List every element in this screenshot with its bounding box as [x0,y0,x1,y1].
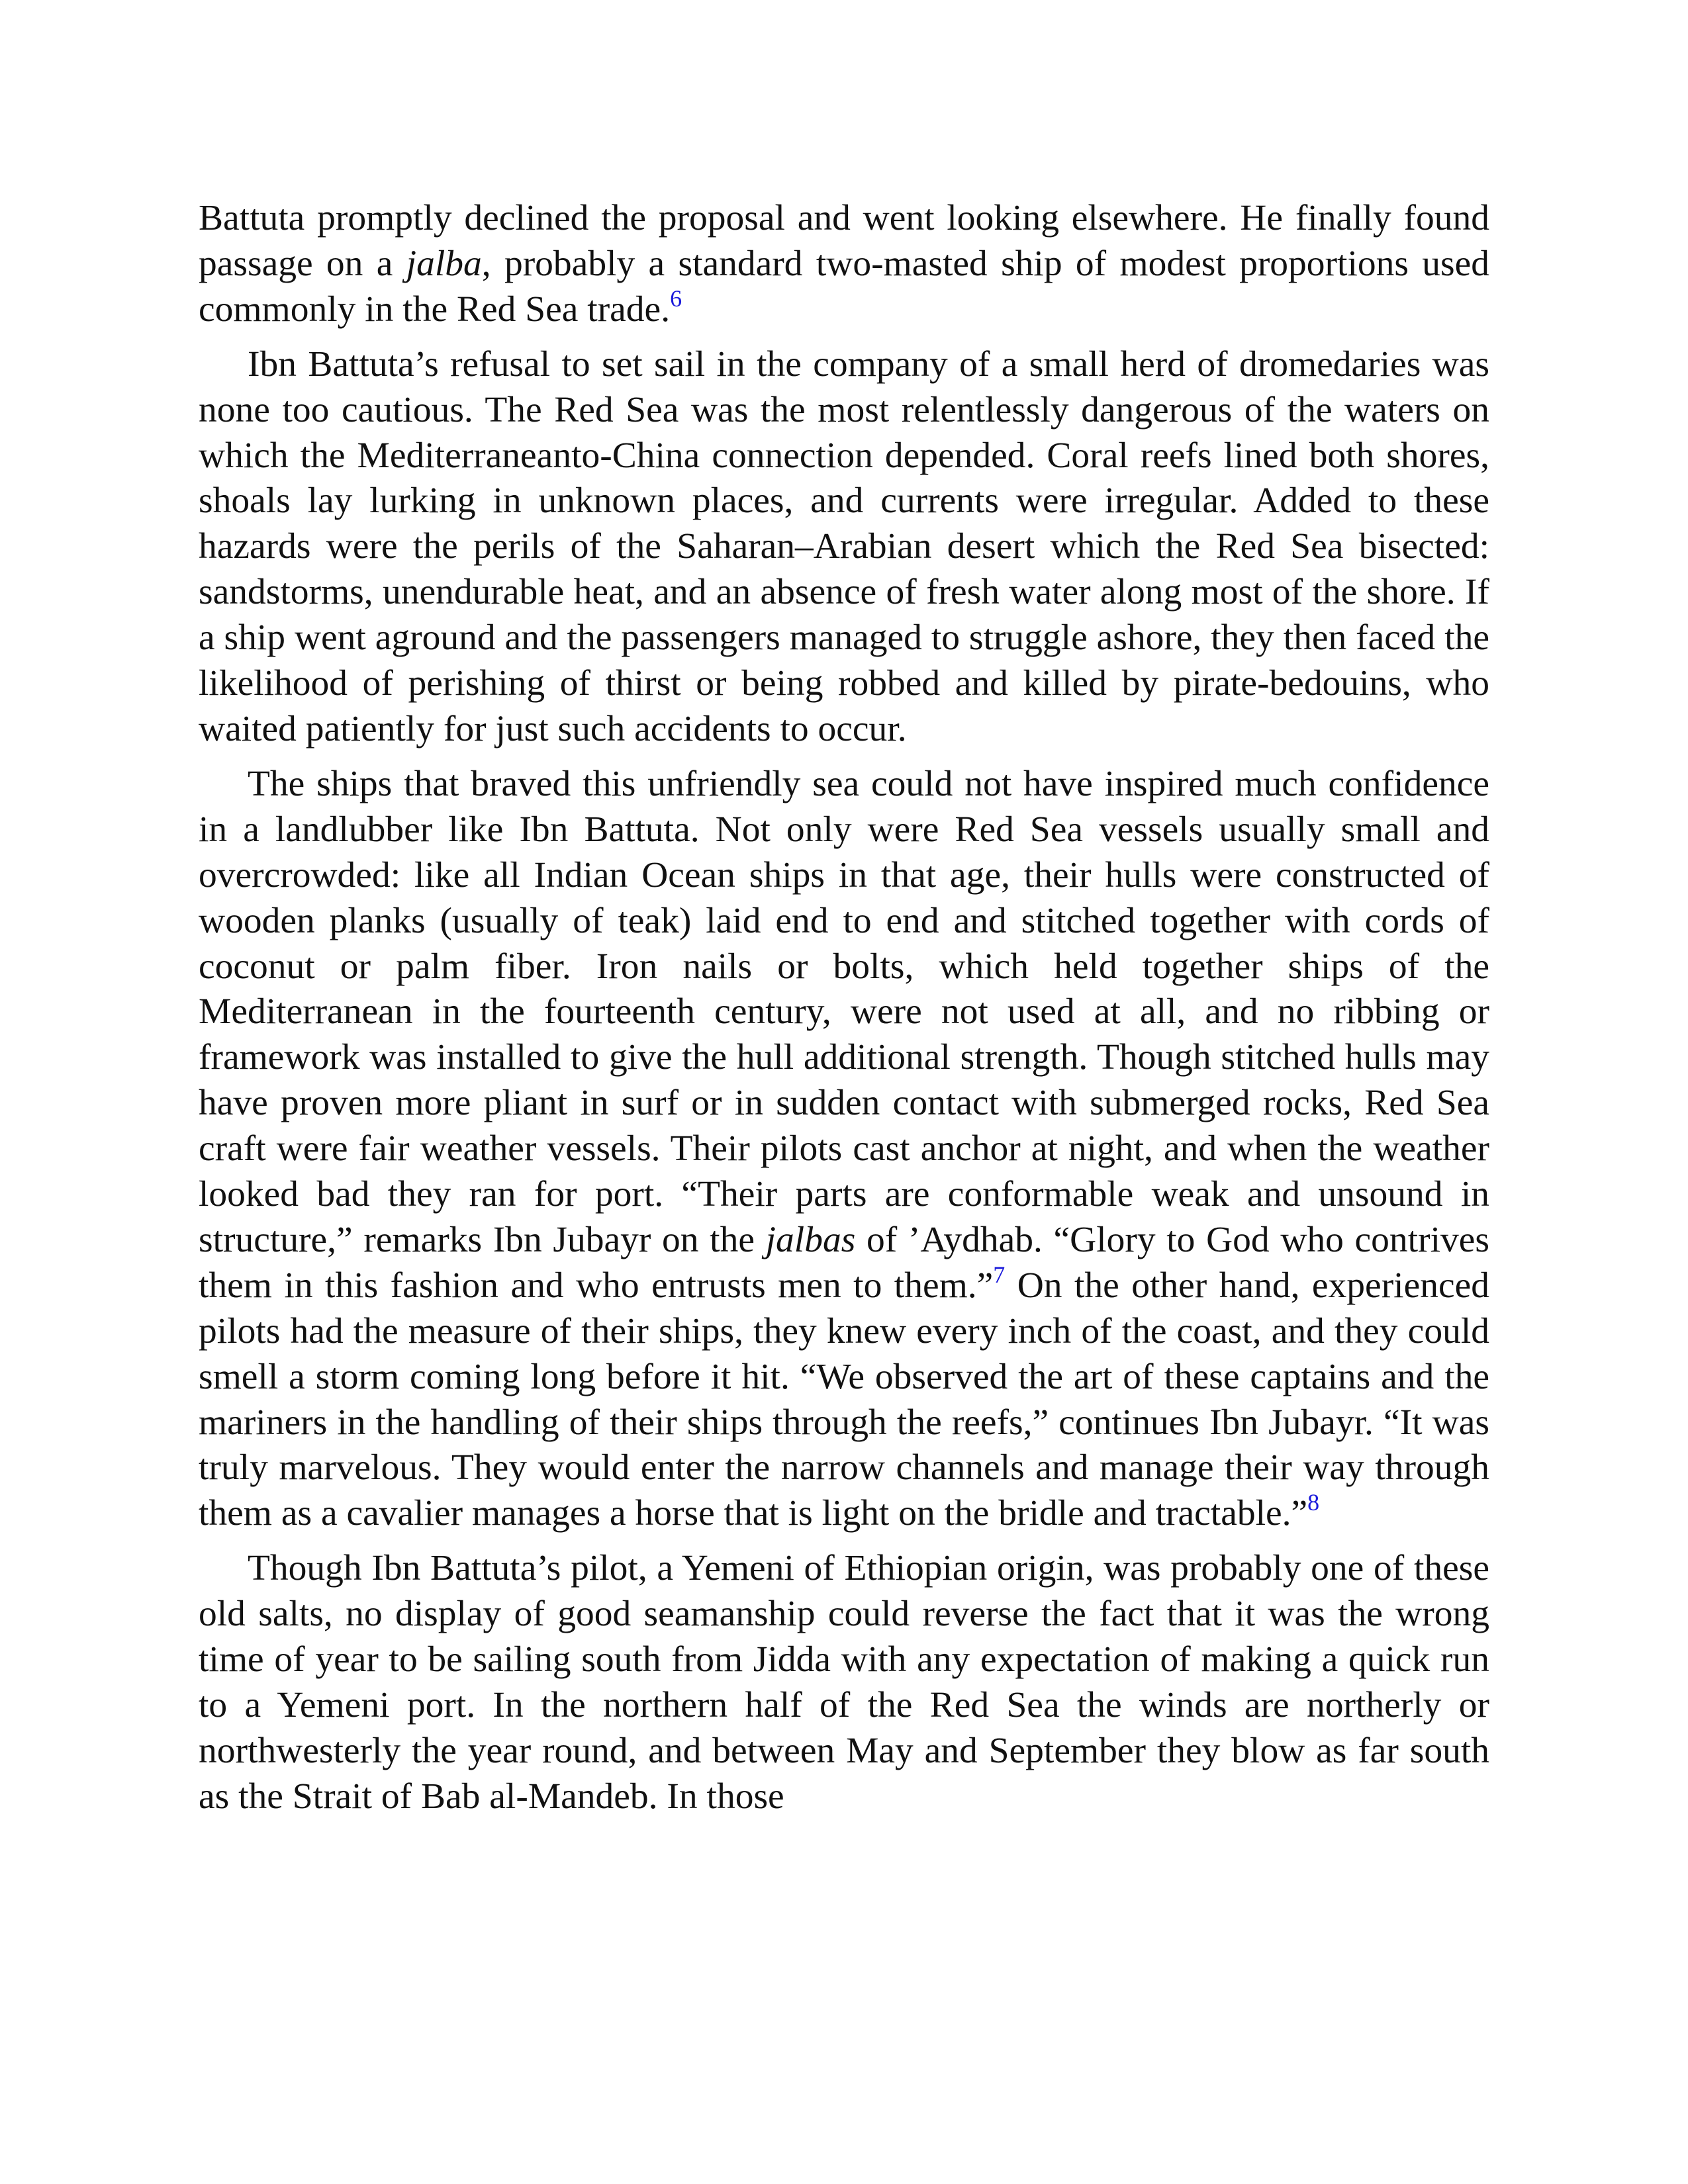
paragraph-text: of ’Aydhab. “Glory to God who contrives them in this fashion and who entrusts men to them.” [199,1219,1489,1306]
footnote-ref-7[interactable]: 7 [993,1261,1006,1288]
paragraph-jalba-passage [199,196,1489,333]
paragraph-text: , probably a standard two-masted ship of modest proportions used commonly in the Red Sea trade. [199,243,1490,330]
paragraph-text: On the other hand, experienced pilots had the measure of their ships, they knew every inch of the coast, and they could smell a storm coming long before it hit. “We observed the art of these captains and the mariners in the handling of their ships through the reefs,” continues Ibn Jubayr. “It was truly marvelous. They would enter the narrow channels and manage their way through them as a cavalier manages a horse that is light on the bridle and tractable.” [199,1265,1489,1534]
paragraph-red-sea-dangers [199,342,1489,752]
paragraph-text: Though Ibn Battuta’s pilot, a Yemeni of Ethiopian origin, was probably one of these old salts, no display of good seamanship could reverse the fact that it was the wrong time of year to be sailing south from Jidda with any expectation of making a quick run to a Yemeni port. In the northern half of the Red Sea the winds are northerly or northwesterly the year round, and between May and September they blow as far south as the Strait of Bab al-Mandeb. In those [199,1548,1489,1817]
footnote-ref-6[interactable]: 6 [670,285,682,312]
paragraph-pilot-winds [199,1546,1489,1819]
paragraph-text: Ibn Battuta’s refusal to set sail in the company of a small herd of dromedaries was none too cautious. The Red Sea was the most relentlessly dangerous of the waters on which the Mediterraneanto-China connection depended. Coral reefs lined both shores, shoals lay lurking in unknown places, and currents were irregular. Added to these hazards were the perils of the Saharan–Arabian desert which the Red Sea bisected: sandstorms, unendurable heat, and an absence of fresh water along most of the shore. If a ship went aground and the passengers managed to struggle ashore, they then faced the likelihood of perishing of thirst or being robbed and killed by pirate-bedouins, who waited patiently for just such accidents to occur. [199,343,1489,749]
italic-term-jalbas: jalbas [765,1219,856,1260]
paragraph-text: Battuta promptly declined the proposal and went looking elsewhere. He finally found passage on a [199,198,1489,284]
book-page [199,196,1489,1820]
paragraph-red-sea-ships [199,762,1489,1537]
footnote-ref-8[interactable]: 8 [1307,1489,1320,1516]
paragraph-text: The ships that braved this unfriendly sea could not have inspired much confidence in a landlubber like Ibn Battuta. Not only were Red Sea vessels usually small and overcrowded: like all Indian Ocean ships in that age, their hulls were constructed of wooden planks (usually of teak) laid end to end and stitched together with cords of coconut or palm fiber. Iron nails or bolts, which held together ships of the Mediterranean in the fourteenth century, were not used at all, and no ribbing or framework was installed to give the hull additional strength. Though stitched hulls may have proven more pliant in surf or in sudden contact with submerged rocks, Red Sea craft were fair weather vessels. Their pilots cast anchor at night, and when the weather looked bad they ran for port. “Their parts are conformable weak and unsound in structure,” remarks Ibn Jubayr on the [199,763,1489,1260]
italic-term-jalba: jalba [406,243,482,284]
